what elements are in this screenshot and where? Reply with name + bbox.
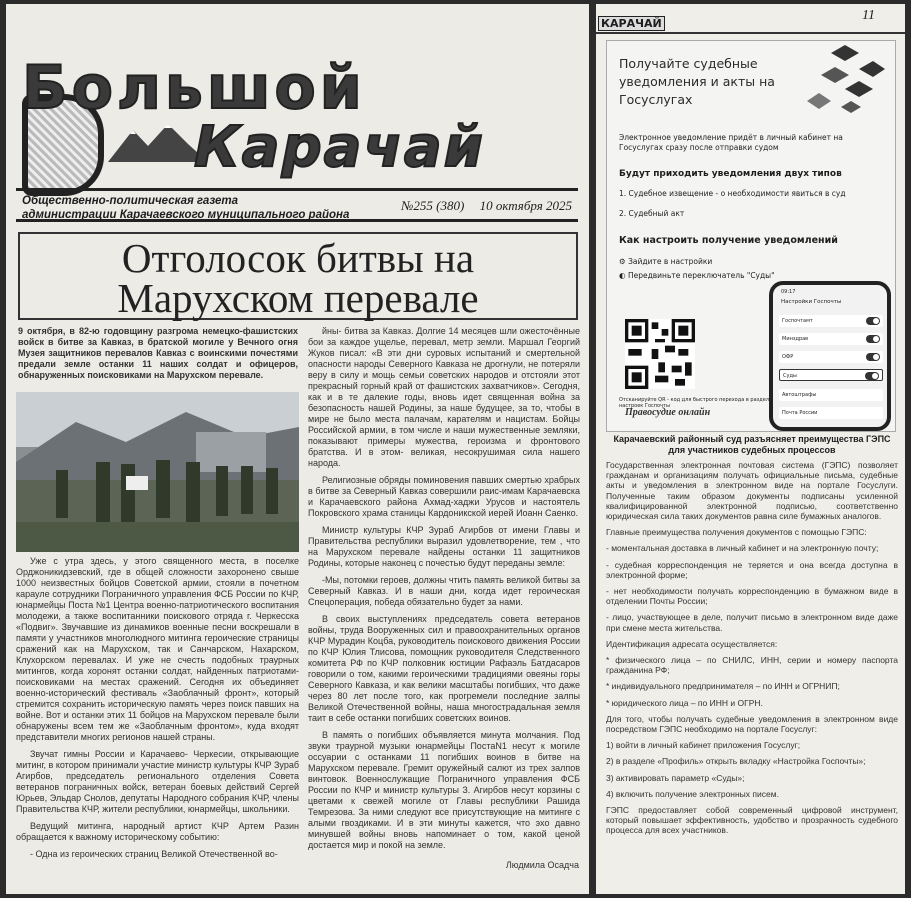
right-column	[308, 326, 580, 857]
setup-step-label: Зайдите в настройки	[628, 257, 713, 266]
phone-screen-title: Настройки Госпочты	[781, 299, 842, 305]
court-paragraph: - нет необходимости получать корреспонденцию в бумажном виде в отделении Почты России;	[606, 586, 898, 607]
issue-info	[389, 199, 572, 213]
court-paragraph: 4) включить получение электронных писем.	[606, 788, 779, 799]
subheader-line1: Общественно-политическая газета	[22, 195, 239, 207]
phone-setting-row-courts	[779, 369, 883, 381]
court-paragraph: * индивидуального предпринимателя – по ИНН и ОГРНИП;	[606, 681, 840, 692]
court-paragraph: ГЭПС предоставляет собой современный цифровой инструмент, который повышает эффективность, удобство и прозрачность судебного процесса для всех участников.	[606, 805, 898, 836]
left-column	[16, 556, 299, 866]
phone-setting-row	[779, 333, 883, 345]
phone-setting-row	[779, 351, 883, 363]
right-paragraph: -Мы, потомки героев, должны чтить память великой битвы за Северный Кавказ. И в наши дни, когда идет героическая Спецоперация, победа обязательно будет за нами.	[308, 575, 580, 607]
type-item: 1. Судебное извещение - о необходимости явиться в суд	[619, 189, 846, 198]
toggle-icon	[866, 335, 880, 343]
page-header	[596, 4, 905, 34]
phone-setting-row	[779, 389, 883, 401]
phone-mockup	[769, 281, 891, 431]
type-item: 2. Судебный акт	[619, 209, 685, 218]
phone-setting-label: Госпочтамт	[782, 318, 813, 324]
setup-step-label: Передвиньте переключатель "Суды"	[627, 271, 775, 280]
court-paragraph: Идентификация адресата осуществляется:	[606, 638, 778, 649]
types-heading: Будут приходить уведомления двух типов	[619, 169, 842, 179]
gosuslugi-infobox	[606, 40, 896, 432]
masthead	[22, 34, 582, 184]
ceremony-photo	[16, 392, 299, 552]
infobox-title: Получайте судебные уведомления и акты на Госуслугах	[619, 56, 775, 107]
phone-setting-label: ОФР	[782, 354, 794, 360]
phone-setting-row	[779, 315, 883, 327]
court-paragraph: - моментальная доставка в личный кабинет и на электронную почту;	[606, 543, 879, 554]
court-paragraph: Для того, чтобы получать судебные уведомления в электронном виде посредством ГЭПС необходимо на портале Госуслуг:	[606, 713, 898, 735]
infobox-intro: Электронное уведомление придёт в личный кабинет на Госуслугах сразу после отправки судом	[619, 133, 843, 152]
court-paragraph: - судебная корреспонденция не теряется и она всегда доступна в электронной форме;	[606, 559, 898, 580]
paper-logo: КАРАЧАЙ	[598, 16, 665, 31]
decorative-cubes-icon	[801, 45, 885, 117]
article-lead: 9 октября, в 82-ю годовщину разгрома немецко-фашистских войск в битве за Кавказ, в братской могиле у Вечного огня Музея защитников перевалов Кавказ с воинскими почестями предали земле останки 11 наших солдат и офицеров, обнаруженных поисковиками на Марухском перевале.	[18, 326, 298, 380]
phone-setting-label: Минздрав	[782, 336, 809, 342]
left-paragraph: Ведущий митинга, народный артист КЧР Артем Разин обращается к важному историческому событию:	[16, 821, 299, 842]
court-paragraph: - лицо, участвующее в деле, получит письмо в электронном виде даже при смене места жительства.	[606, 612, 898, 633]
court-paragraph: 1) войти в личный кабинет приложения Госуслуг;	[606, 740, 801, 751]
right-paragraph: В своих выступлениях председатель совета ветеранов войны, труда Вооруженных сил и правоохранительных органов КЧР Мурадин Коцба, руководитель поискового движения России по КЧР Юлия Тлисова, помощник руководителя Следственного комитета РФ по КЧР полковник юстиции Рафаэль Батдасаров говорили о том, какими героическими традициями овеяны горы Северного Кавказа, и как велики масштабы погибших, что даже через 80 лет после того, как прогремели последние залпы Великой Отечественной войны, наша многострадальная земля таит в себе останки погибших советских воинов.	[308, 614, 580, 723]
court-paragraph: * физического лица – по СНИЛС, ИНН, серии и номеру паспорта гражданина РФ;	[606, 655, 898, 676]
setup-step	[619, 271, 775, 280]
court-article-title: Карачаевский районный суд разъясняет преимущества ГЭПС для участников судебных процессов	[613, 434, 891, 455]
phone-setting-label: Автоштрафы	[782, 392, 817, 398]
qr-code-icon	[625, 319, 695, 389]
subheader-line2: администрации Карачаевского муниципального района	[22, 209, 350, 221]
phone-status-time: 09:17	[781, 289, 796, 295]
left-paragraph: Звучат гимны России и Карачаево- Черкесии, открывающие митинг, в котором принимали участие министр культуры КЧР Зураб Агирбов, председатель регионального отделения Совета ветеранов пограничных войск, ветеран боевых действий Сергей Юрьев, Эльдар Снолов, депутаты Народного собрания КЧР, члены Правительства КЧР, жители республики, юнармейцы, школьники.	[16, 749, 299, 814]
page-number: 11	[862, 8, 875, 23]
toggle-icon	[866, 317, 880, 325]
left-paragraph: - Одна из героических страниц Великой Отечественной во-	[30, 849, 278, 859]
headline-line1: Отголосок битвы на	[121, 235, 475, 281]
setup-heading: Как настроить получение уведомлений	[619, 235, 838, 246]
subheader-bar	[16, 188, 578, 222]
mountains-icon	[108, 122, 208, 162]
issue-date: 10 октября 2025	[479, 198, 572, 213]
headline-line2: Марухском перевале	[117, 275, 479, 321]
headline	[18, 232, 578, 320]
qr-caption: Отсканируйте QR - код для быстрого перехода в раздел настроек Госпочты	[619, 397, 770, 409]
pravosudie-logo: Правосудие онлайн	[625, 407, 711, 418]
masthead-line1: Большой	[22, 53, 366, 123]
author-signature: Людмила Осадча	[505, 860, 579, 870]
court-paragraph: Главные преимущества получения документов с помощью ГЭПС:	[606, 527, 867, 538]
right-paragraph: В память о погибших объявляется минута молчания. Под звуки траурной музыки юнармейцы ПостаN1 несут к могиле оссуарии с останками 11 погибших воинов в битве на Марухском перевале. Гремит оружейный салют из трех залпов винтовок. Военнослужащие Пограничного управления ФСБ России по КЧР и министр культуры З. Агирбов несут корзины с цветами к свежей могиле от Главы республики Рашида Темрезова. За ними следуют все присутствующие на митинге с алыми гвоздиками. И в эти минуты кажется, что эхо давно минувшей войны вновь напоминает о том, какой ценой достается мир и покой на земле.	[308, 730, 580, 850]
gear-icon: ⚙	[619, 257, 629, 266]
right-paragraph: йны- битва за Кавказ. Долгие 14 месяцев шли ожесточённые бои за каждое ущелье, перевал, метр земли. Маршал Георгий Жуков писал: «В эти дни суровых испытаний и смертельной опасности народы Северного Кавказа не дрогнули, не потеряли веру в силу и мощь семьи советских народов и отстояли этот прекрасный горный край от фашистских захватчиков». Сегодня, как и в те далекие годы, вновь идет священная война за безопасность нашей Родины, за наше будущее, за то, чтобы в мире не было места палачам, карателям и нацистам. Бойцы Российской армии, в том числе и наши мужественные земляки, показывают примеры мужества, героизма и фронтового братства. И в этом- великая, несокрушимая сила нашего народа.	[308, 326, 580, 468]
right-paragraph: Религиозные обряды поминовения павших смертью храбрых в битве за Северный Кавказ совершили раис-имам Карачаевска и Карачаевского района Ахмад-хаджи Урусов и настоятель Покровского храма станицы Кардоникской иерей Иоанн Саенко.	[308, 475, 580, 518]
newspaper-front-page	[6, 4, 589, 894]
phone-setting-label: Почта России	[782, 410, 818, 416]
phone-setting-label: Суды	[783, 373, 797, 379]
left-paragraph: Уже с утра здесь, у этого священного места, в поселке Орджоникидзевский, где в общей сложности захоронено свыше 1000 неизвестных бойцов Советской армии, стояли в почетном карауле сотрудники Пограничного управления ФСБ России по КЧР, юнармейцы Поста №1 Центра военно-патриотического воспитания молодежи, а также воспитанники поискового отряда г. Черкесска «Подвиг». Звучавшие из динамиков военные песни воскрешали в памяти у участников многолюдного митинга героические страницы сражений как на Марухском, так и Санчарском, Нахарском, Клухорском перевалах. И уже не счесть подобных траурных митингов, когда хоронят останки солдат, найденных патриотами- поисковиками на местах сражений. Сегодня их объединяет военно-исторический фестиваль «Заоблачный фронт», который стремится сохранить историческую память через поиск павших на войне. Вот и останки этих 11 бойцов на Марухском перевале были обнаружены всем тем же «Заоблачным фронтом», куда входят представители многих регионов нашей страны.	[16, 556, 299, 742]
right-paragraph: Министр культуры КЧР Зураб Агирбов от имени Главы и Правительства республики выразил удовлетворение, тем , что на Марухском перевале найдены останки 11 защитников Родины, которые наконец с почестью будут переданы земле:	[308, 525, 580, 568]
newspaper-page-11	[596, 4, 905, 894]
toggle-icon: ◐	[619, 271, 628, 280]
setup-step	[619, 257, 712, 266]
court-paragraph: 2) в разделе «Профиль» открыть вкладку «Настройка Госпочты»;	[606, 756, 866, 767]
toggle-icon	[866, 353, 880, 361]
phone-setting-row	[779, 407, 883, 419]
issue-number: №255 (380)	[401, 198, 465, 213]
court-paragraph: Государственная электронная почтовая система (ГЭПС) позволяет гражданам и организациям получать официальные письма, судебные акты и уведомления в электронном виде на портале Госуслуги. Полученные таким образом документы подписаны усиленной квалифицированной электронной подписью, соответственно юридическая сила таких документов равна силе бумажных аналогов.	[606, 460, 898, 522]
ceremony-photo-image	[16, 392, 299, 552]
masthead-line2: Карачай	[194, 115, 485, 180]
court-paragraph: 3) активировать параметр «Суды»;	[606, 772, 745, 783]
court-paragraph: * юридического лица – по ИНН и ОГРН.	[606, 697, 763, 708]
toggle-icon	[865, 372, 879, 380]
court-article-body	[606, 460, 898, 842]
